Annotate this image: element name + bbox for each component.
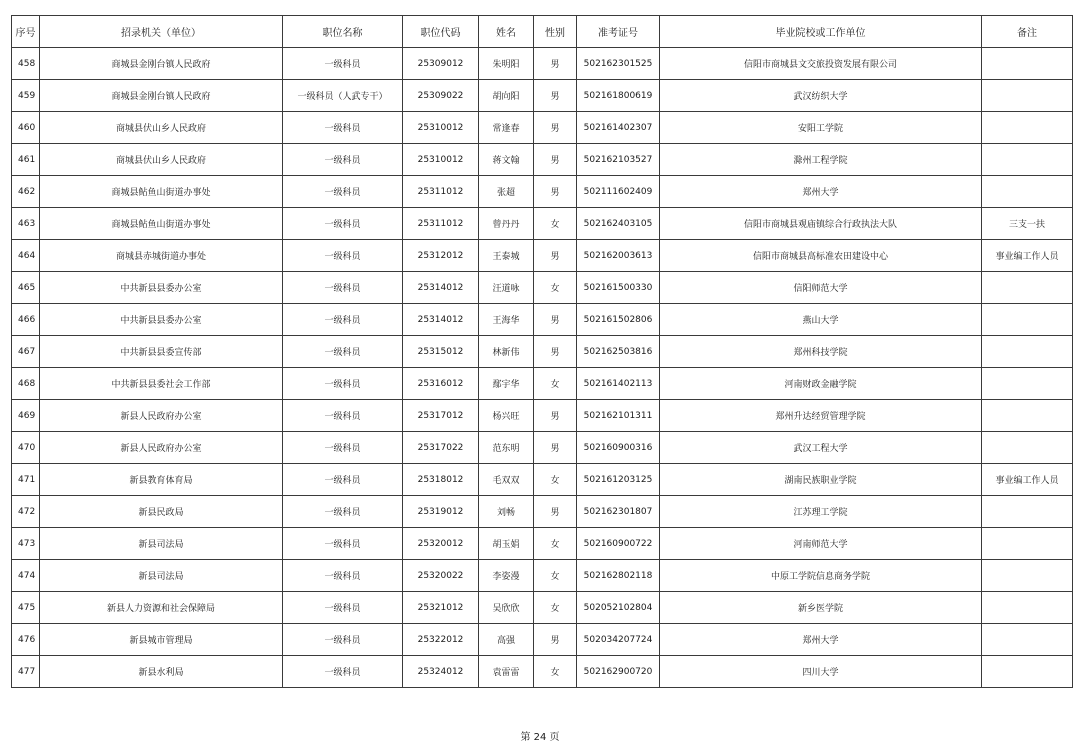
school-or-workplace-cell: 新乡医学院 [660, 592, 982, 624]
table-body [12, 48, 1073, 688]
gender-cell: 女 [534, 560, 577, 592]
header-cell: 招录机关（单位） [40, 16, 283, 48]
exam-ticket-number-cell: 502161402307 [577, 112, 660, 144]
exam-ticket-number-cell: 502111602409 [577, 176, 660, 208]
candidate-name-cell: 高强 [479, 624, 534, 656]
row-number-cell: 460 [12, 112, 40, 144]
table-row [12, 304, 1073, 336]
candidate-name-cell: 范东明 [479, 432, 534, 464]
school-or-workplace-cell: 郑州大学 [660, 624, 982, 656]
position-code-cell: 25316012 [403, 368, 479, 400]
remarks-cell [982, 80, 1073, 112]
gender-cell: 男 [534, 496, 577, 528]
remarks-cell [982, 336, 1073, 368]
recruiting-agency-cell: 新县司法局 [40, 528, 283, 560]
exam-ticket-number-cell: 502162103527 [577, 144, 660, 176]
position-name-cell: 一级科员（人武专干） [283, 80, 403, 112]
row-number-cell: 474 [12, 560, 40, 592]
header-cell: 性别 [534, 16, 577, 48]
remarks-cell [982, 176, 1073, 208]
candidate-name-cell: 朱明阳 [479, 48, 534, 80]
position-name-cell: 一级科员 [283, 496, 403, 528]
table-row [12, 144, 1073, 176]
exam-ticket-number-cell: 502034207724 [577, 624, 660, 656]
remarks-cell [982, 592, 1073, 624]
remarks-cell [982, 624, 1073, 656]
recruiting-agency-cell: 中共新县县委宣传部 [40, 336, 283, 368]
school-or-workplace-cell: 安阳工学院 [660, 112, 982, 144]
gender-cell: 男 [534, 112, 577, 144]
row-number-cell: 466 [12, 304, 40, 336]
school-or-workplace-cell: 武汉工程大学 [660, 432, 982, 464]
position-code-cell: 25317012 [403, 400, 479, 432]
remarks-cell [982, 400, 1073, 432]
recruiting-agency-cell: 商城县金刚台镇人民政府 [40, 80, 283, 112]
gender-cell: 女 [534, 464, 577, 496]
recruiting-agency-cell: 新县民政局 [40, 496, 283, 528]
remarks-cell [982, 48, 1073, 80]
position-name-cell: 一级科员 [283, 336, 403, 368]
exam-ticket-number-cell: 502161402113 [577, 368, 660, 400]
exam-ticket-number-cell: 502161502806 [577, 304, 660, 336]
position-name-cell: 一级科员 [283, 464, 403, 496]
position-name-cell: 一级科员 [283, 304, 403, 336]
remarks-cell: 三支一扶 [982, 208, 1073, 240]
position-code-cell: 25314012 [403, 304, 479, 336]
row-number-cell: 473 [12, 528, 40, 560]
row-number-cell: 462 [12, 176, 40, 208]
row-number-cell: 468 [12, 368, 40, 400]
header-cell: 备注 [982, 16, 1073, 48]
remarks-cell: 事业编工作人员 [982, 240, 1073, 272]
position-name-cell: 一级科员 [283, 112, 403, 144]
school-or-workplace-cell: 燕山大学 [660, 304, 982, 336]
candidate-name-cell: 胡玉娟 [479, 528, 534, 560]
recruiting-agency-cell: 新县司法局 [40, 560, 283, 592]
school-or-workplace-cell: 信阳师范大学 [660, 272, 982, 304]
candidate-name-cell: 王泰城 [479, 240, 534, 272]
header-row [12, 16, 1073, 48]
exam-ticket-number-cell: 502160900722 [577, 528, 660, 560]
position-name-cell: 一级科员 [283, 368, 403, 400]
remarks-cell [982, 144, 1073, 176]
remarks-cell [982, 304, 1073, 336]
position-name-cell: 一级科员 [283, 144, 403, 176]
position-code-cell: 25314012 [403, 272, 479, 304]
school-or-workplace-cell: 信阳市商城县文交旅投资发展有限公司 [660, 48, 982, 80]
row-number-cell: 458 [12, 48, 40, 80]
candidate-name-cell: 胡向阳 [479, 80, 534, 112]
header-cell: 准考证号 [577, 16, 660, 48]
recruiting-agency-cell: 新县教育体育局 [40, 464, 283, 496]
position-code-cell: 25312012 [403, 240, 479, 272]
row-number-cell: 464 [12, 240, 40, 272]
table-row [12, 240, 1073, 272]
results-table [11, 15, 1073, 688]
school-or-workplace-cell: 江苏理工学院 [660, 496, 982, 528]
position-code-cell: 25310012 [403, 112, 479, 144]
candidate-name-cell: 林新伟 [479, 336, 534, 368]
exam-ticket-number-cell: 502052102804 [577, 592, 660, 624]
exam-ticket-number-cell: 502162101311 [577, 400, 660, 432]
row-number-cell: 459 [12, 80, 40, 112]
exam-ticket-number-cell: 502161203125 [577, 464, 660, 496]
row-number-cell: 471 [12, 464, 40, 496]
school-or-workplace-cell: 湖南民族职业学院 [660, 464, 982, 496]
table-row [12, 592, 1073, 624]
candidate-name-cell: 吴欣欣 [479, 592, 534, 624]
gender-cell: 男 [534, 144, 577, 176]
school-or-workplace-cell: 郑州升达经贸管理学院 [660, 400, 982, 432]
recruiting-agency-cell: 商城县鲇鱼山街道办事处 [40, 208, 283, 240]
position-code-cell: 25320012 [403, 528, 479, 560]
candidate-name-cell: 张超 [479, 176, 534, 208]
row-number-cell: 461 [12, 144, 40, 176]
candidate-name-cell: 李姿漫 [479, 560, 534, 592]
position-name-cell: 一级科员 [283, 624, 403, 656]
recruiting-agency-cell: 新县城市管理局 [40, 624, 283, 656]
remarks-cell [982, 432, 1073, 464]
recruiting-agency-cell: 商城县伏山乡人民政府 [40, 112, 283, 144]
table-row [12, 112, 1073, 144]
table-row [12, 400, 1073, 432]
gender-cell: 男 [534, 80, 577, 112]
table-row [12, 176, 1073, 208]
row-number-cell: 463 [12, 208, 40, 240]
position-code-cell: 25310012 [403, 144, 479, 176]
table-row [12, 432, 1073, 464]
header-cell: 职位代码 [403, 16, 479, 48]
table-row [12, 464, 1073, 496]
position-name-cell: 一级科员 [283, 272, 403, 304]
table-row [12, 528, 1073, 560]
table-row [12, 272, 1073, 304]
position-name-cell: 一级科员 [283, 240, 403, 272]
position-code-cell: 25311012 [403, 208, 479, 240]
position-code-cell: 25318012 [403, 464, 479, 496]
recruiting-agency-cell: 中共新县县委办公室 [40, 304, 283, 336]
table-row [12, 80, 1073, 112]
gender-cell: 男 [534, 336, 577, 368]
exam-ticket-number-cell: 502162802118 [577, 560, 660, 592]
exam-ticket-number-cell: 502160900316 [577, 432, 660, 464]
school-or-workplace-cell: 滁州工程学院 [660, 144, 982, 176]
school-or-workplace-cell: 郑州科技学院 [660, 336, 982, 368]
exam-ticket-number-cell: 502162403105 [577, 208, 660, 240]
school-or-workplace-cell: 河南财政金融学院 [660, 368, 982, 400]
position-code-cell: 25309022 [403, 80, 479, 112]
position-code-cell: 25317022 [403, 432, 479, 464]
recruiting-agency-cell: 商城县赤城街道办事处 [40, 240, 283, 272]
exam-ticket-number-cell: 502162003613 [577, 240, 660, 272]
recruiting-agency-cell: 商城县金刚台镇人民政府 [40, 48, 283, 80]
row-number-cell: 469 [12, 400, 40, 432]
header-cell: 序号 [12, 16, 40, 48]
gender-cell: 女 [534, 368, 577, 400]
remarks-cell [982, 112, 1073, 144]
row-number-cell: 467 [12, 336, 40, 368]
table-row [12, 496, 1073, 528]
recruiting-agency-cell: 新县人民政府办公室 [40, 400, 283, 432]
remarks-cell [982, 368, 1073, 400]
position-name-cell: 一级科员 [283, 656, 403, 688]
position-name-cell: 一级科员 [283, 592, 403, 624]
candidate-name-cell: 毛双双 [479, 464, 534, 496]
candidate-name-cell: 袁雷雷 [479, 656, 534, 688]
remarks-cell [982, 656, 1073, 688]
school-or-workplace-cell: 郑州大学 [660, 176, 982, 208]
candidate-name-cell: 常逢春 [479, 112, 534, 144]
table-row [12, 368, 1073, 400]
candidate-name-cell: 蒋文翰 [479, 144, 534, 176]
school-or-workplace-cell: 武汉纺织大学 [660, 80, 982, 112]
exam-ticket-number-cell: 502162301525 [577, 48, 660, 80]
gender-cell: 男 [534, 400, 577, 432]
school-or-workplace-cell: 河南师范大学 [660, 528, 982, 560]
exam-ticket-number-cell: 502162900720 [577, 656, 660, 688]
exam-ticket-number-cell: 502161800619 [577, 80, 660, 112]
remarks-cell [982, 496, 1073, 528]
school-or-workplace-cell: 信阳市商城县观庙镇综合行政执法大队 [660, 208, 982, 240]
header-cell: 毕业院校或工作单位 [660, 16, 982, 48]
table-row [12, 48, 1073, 80]
position-name-cell: 一级科员 [283, 208, 403, 240]
row-number-cell: 465 [12, 272, 40, 304]
recruiting-agency-cell: 商城县鲇鱼山街道办事处 [40, 176, 283, 208]
candidate-name-cell: 汪道咏 [479, 272, 534, 304]
exam-ticket-number-cell: 502162301807 [577, 496, 660, 528]
position-code-cell: 25309012 [403, 48, 479, 80]
recruiting-agency-cell: 商城县伏山乡人民政府 [40, 144, 283, 176]
header-cell: 职位名称 [283, 16, 403, 48]
remarks-cell [982, 272, 1073, 304]
table-row [12, 208, 1073, 240]
gender-cell: 男 [534, 240, 577, 272]
recruiting-agency-cell: 中共新县县委社会工作部 [40, 368, 283, 400]
gender-cell: 男 [534, 624, 577, 656]
row-number-cell: 477 [12, 656, 40, 688]
candidate-name-cell: 鄢宇华 [479, 368, 534, 400]
gender-cell: 男 [534, 304, 577, 336]
row-number-cell: 476 [12, 624, 40, 656]
recruiting-agency-cell: 新县人力资源和社会保障局 [40, 592, 283, 624]
table-row [12, 336, 1073, 368]
remarks-cell: 事业编工作人员 [982, 464, 1073, 496]
position-name-cell: 一级科员 [283, 48, 403, 80]
header-cell: 姓名 [479, 16, 534, 48]
candidate-name-cell: 杨兴旺 [479, 400, 534, 432]
recruiting-agency-cell: 中共新县县委办公室 [40, 272, 283, 304]
position-code-cell: 25319012 [403, 496, 479, 528]
remarks-cell [982, 528, 1073, 560]
candidate-name-cell: 王海华 [479, 304, 534, 336]
school-or-workplace-cell: 四川大学 [660, 656, 982, 688]
gender-cell: 女 [534, 528, 577, 560]
gender-cell: 女 [534, 592, 577, 624]
recruiting-agency-cell: 新县人民政府办公室 [40, 432, 283, 464]
row-number-cell: 470 [12, 432, 40, 464]
table-row [12, 624, 1073, 656]
gender-cell: 男 [534, 432, 577, 464]
position-code-cell: 25322012 [403, 624, 479, 656]
gender-cell: 男 [534, 176, 577, 208]
school-or-workplace-cell: 中原工学院信息商务学院 [660, 560, 982, 592]
page-number: 第 24 页 [520, 732, 560, 743]
position-name-cell: 一级科员 [283, 176, 403, 208]
table-row [12, 656, 1073, 688]
candidate-name-cell: 曾丹丹 [479, 208, 534, 240]
row-number-cell: 475 [12, 592, 40, 624]
recruiting-agency-cell: 新县水利局 [40, 656, 283, 688]
position-name-cell: 一级科员 [283, 400, 403, 432]
gender-cell: 女 [534, 656, 577, 688]
remarks-cell [982, 560, 1073, 592]
row-number-cell: 472 [12, 496, 40, 528]
position-code-cell: 25324012 [403, 656, 479, 688]
position-code-cell: 25315012 [403, 336, 479, 368]
position-name-cell: 一级科员 [283, 432, 403, 464]
exam-ticket-number-cell: 502162503816 [577, 336, 660, 368]
position-name-cell: 一级科员 [283, 528, 403, 560]
position-code-cell: 25320022 [403, 560, 479, 592]
gender-cell: 女 [534, 272, 577, 304]
exam-ticket-number-cell: 502161500330 [577, 272, 660, 304]
position-code-cell: 25321012 [403, 592, 479, 624]
position-code-cell: 25311012 [403, 176, 479, 208]
school-or-workplace-cell: 信阳市商城县高标准农田建设中心 [660, 240, 982, 272]
position-name-cell: 一级科员 [283, 560, 403, 592]
candidate-name-cell: 刘畅 [479, 496, 534, 528]
table-row [12, 560, 1073, 592]
gender-cell: 女 [534, 208, 577, 240]
gender-cell: 男 [534, 48, 577, 80]
